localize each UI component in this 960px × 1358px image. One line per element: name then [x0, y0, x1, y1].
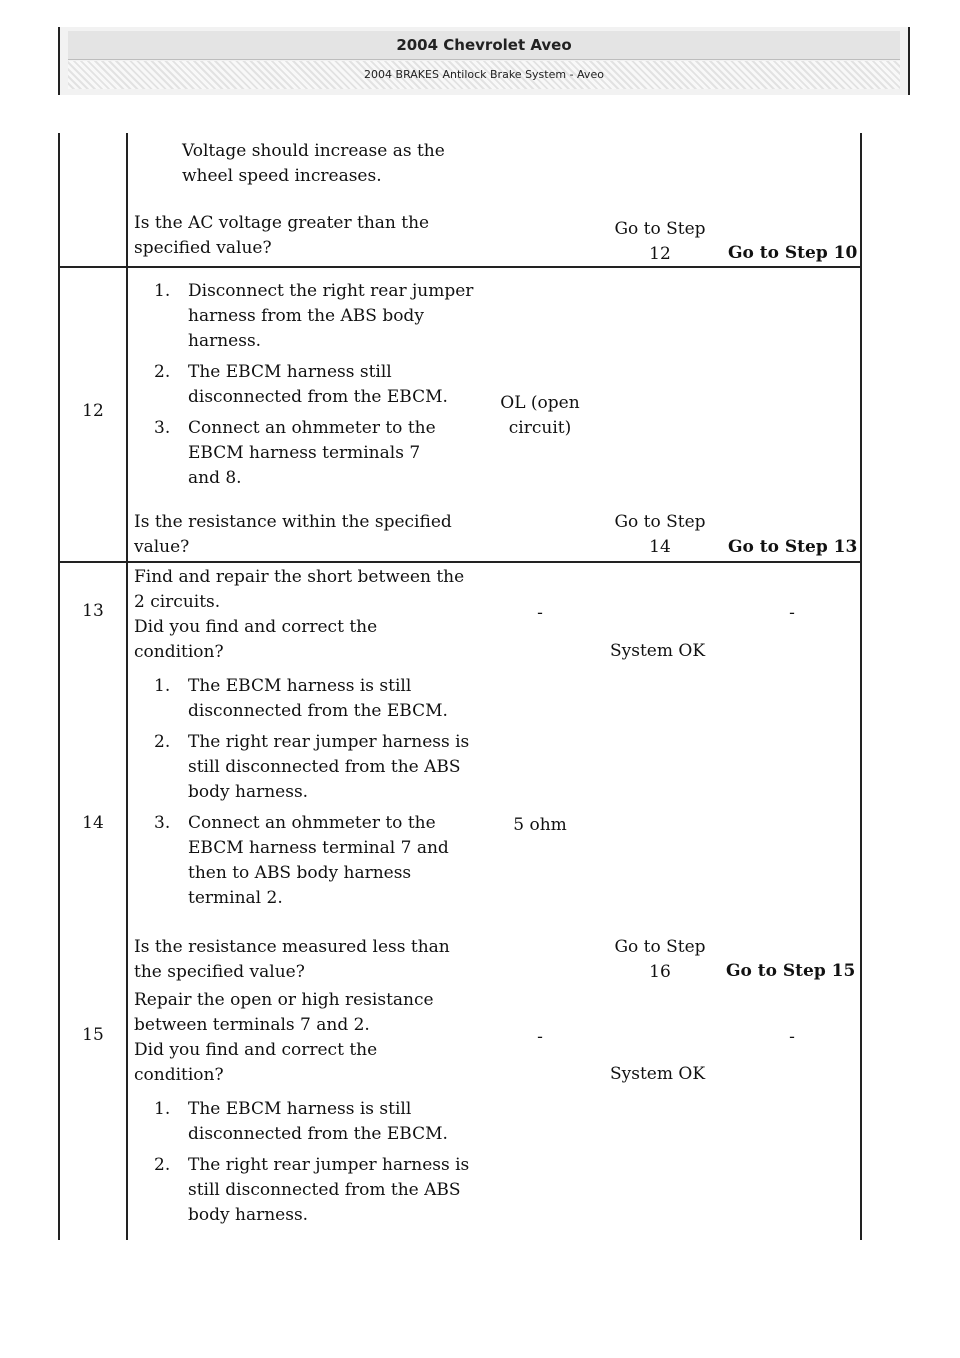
action-item: 3. Connect an ohmmeter to the EBCM harness terminal 7 and then to ABS body harness terminal 2. — [154, 813, 449, 908]
step-column-divider — [126, 133, 128, 1240]
row14-yes-action: Go to Step 16 — [614, 937, 706, 982]
action-item: 2. The EBCM harness still disconnected from the EBCM. — [154, 362, 448, 407]
action-item: 2. The right rear jumper harness is still disconnected from the ABS body harness. — [154, 1155, 470, 1225]
row15-value: - — [537, 1027, 543, 1047]
row12-value: OL (open circuit) — [500, 393, 580, 438]
row15-text: Repair the open or high resistance between terminals 7 and 2. Did you find and correct the condition? — [134, 990, 434, 1085]
document-header — [58, 27, 910, 95]
row11-no-action: Go to Step 10 — [728, 243, 858, 263]
row12-no-action: Go to Step 13 — [728, 537, 858, 557]
document-subtitle: 2004 BRAKES Antilock Brake System - Aveo — [68, 61, 900, 89]
step-number: 14 — [82, 813, 104, 833]
row14-question: Is the resistance measured less than the specified value? — [134, 937, 450, 982]
row14-action-list — [138, 674, 498, 917]
step-number: 12 — [82, 401, 104, 421]
row13-value: - — [537, 603, 543, 623]
row12-action-list — [138, 279, 498, 497]
action-item: 1. Disconnect the right rear jumper harness from the ABS body harness. — [154, 281, 474, 351]
row16-action-list — [138, 1097, 498, 1234]
diagnostic-table — [58, 133, 862, 1240]
row12-question: Is the resistance within the specified value? — [134, 512, 452, 557]
action-item: 3. Connect an ohmmeter to the EBCM harness terminals 7 and 8. — [154, 418, 436, 488]
step-number: 15 — [82, 1025, 104, 1045]
row13-text: Find and repair the short between the 2 circuits. Did you find and correct the condition? — [134, 567, 465, 662]
row13-no-action: - — [789, 603, 795, 623]
document-title: 2004 Chevrolet Aveo — [68, 31, 900, 60]
row14-no-action: Go to Step 15 — [726, 961, 856, 981]
action-item: 1. The EBCM harness is still disconnected from the EBCM. — [154, 676, 448, 721]
action-item: 1. The EBCM harness is still disconnected from the EBCM. — [154, 1099, 448, 1144]
row11-note: Voltage should increase as the wheel speed increases. — [182, 141, 445, 186]
row15-no-action: - — [789, 1027, 795, 1047]
row13-yes-action: System OK — [610, 641, 706, 661]
row15-yes-action: System OK — [610, 1064, 706, 1084]
row-divider — [60, 266, 860, 268]
row11-yes-action: Go to Step 12 — [614, 219, 706, 264]
row12-yes-action: Go to Step 14 — [614, 512, 706, 557]
step-number: 13 — [82, 601, 104, 621]
action-item: 2. The right rear jumper harness is still disconnected from the ABS body harness. — [154, 732, 470, 802]
row14-value: 5 ohm — [513, 815, 567, 835]
row11-question: Is the AC voltage greater than the specified value? — [134, 213, 430, 258]
row-divider — [60, 561, 860, 563]
